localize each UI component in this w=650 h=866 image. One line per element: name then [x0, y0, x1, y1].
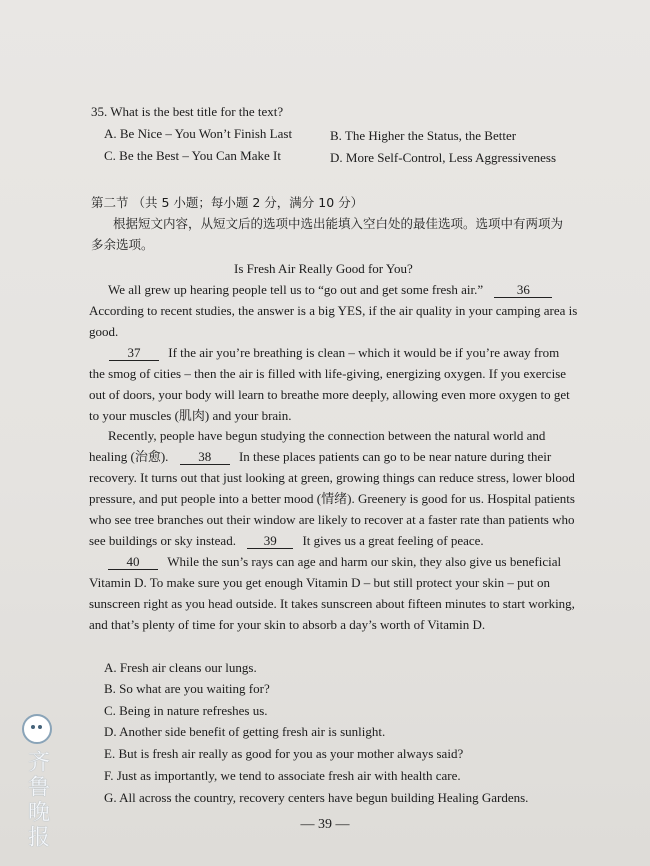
blank-40: 40	[108, 554, 158, 570]
watermark-text: 齐鲁晚报	[24, 750, 50, 850]
passage-text: While the sun’s rays can age and harm our skin, they also give us beneficial	[167, 554, 562, 569]
passage-title: Is Fresh Air Really Good for You?	[234, 261, 413, 276]
passage-p4-line2: Vitamin D. To make sure you get enough Vitamin D – but still protect your skin – put on	[89, 575, 551, 590]
option-35-b: B. The Higher the Status, the Better	[330, 128, 517, 143]
passage-p2-line2: the smog of cities – then the air is filled with life-giving, energizing oxygen. If you exercise	[89, 366, 567, 381]
passage-p3-line5: who see tree branches out their window are likely to recover at a faster rate than patients who	[89, 512, 575, 527]
section-heading: 第二节 （共 5 小题；每小题 2 分，满分 10 分）	[91, 195, 364, 210]
option-b: B. So what are you waiting for?	[104, 681, 270, 696]
passage-text: In these places patients can go to be near nature during their	[238, 449, 552, 464]
passage-p3-line4: pressure, and put people into a better mood (情绪). Greenery is good for us. Hospital patients	[89, 491, 575, 506]
blank-38: 38	[180, 449, 230, 465]
option-e: E. But is fresh air really as good for you as your mother always said?	[104, 746, 464, 761]
option-35-a: A. Be Nice – You Won’t Finish Last	[104, 126, 293, 141]
passage-p1-line3: good.	[89, 324, 119, 339]
watermark	[20, 714, 54, 850]
option-f: F. Just as importantly, we tend to associate fresh air with health care.	[104, 768, 461, 783]
option-35-d: D. More Self-Control, Less Aggressiveness	[330, 150, 557, 165]
passage-text: It gives us a great feeling of peace.	[302, 533, 484, 548]
option-c: C. Being in nature refreshes us.	[104, 703, 268, 718]
blank-39: 39	[247, 533, 293, 549]
passage-p1-line2: According to recent studies, the answer is a big YES, if the air quality in your camping area is	[89, 303, 578, 318]
passage-p2-line3: out of doors, your body will learn to breathe more deeply, allowing even more oxygen to get	[89, 387, 570, 402]
question-35: 35. What is the best title for the text?	[91, 104, 284, 119]
section-instruction-2: 多余选项。	[91, 237, 154, 252]
option-a: A. Fresh air cleans our lungs.	[104, 660, 257, 675]
passage-p3-line2	[89, 449, 551, 465]
passage-text: If the air you’re breathing is clean – which it would be if you’re away from	[168, 345, 560, 360]
passage-p1-line1	[108, 282, 552, 298]
passage-p2-line4: to your muscles (肌肉) and your brain.	[89, 408, 292, 423]
qilu-logo-icon	[22, 714, 52, 744]
passage-p3-line3: recovery. It turns out that just looking at green, growing things can reduce stress, lower blood	[89, 470, 575, 485]
page-number: — 39 —	[300, 817, 350, 832]
section-instruction-1: 根据短文内容，从短文后的选项中选出能填入空白处的最佳选项。选项中有两项为	[113, 216, 564, 231]
passage-text: healing (治愈).	[89, 449, 169, 464]
passage-p4-line3: sunscreen right as you head outside. It takes sunscreen about fifteen minutes to start working,	[89, 596, 575, 611]
passage-p4-line1	[108, 554, 561, 570]
option-35-c: C. Be the Best – You Can Make It	[104, 148, 281, 163]
option-g: G. All across the country, recovery centers have begun building Healing Gardens.	[104, 790, 529, 805]
option-d: D. Another side benefit of getting fresh air is sunlight.	[104, 724, 386, 739]
blank-37: 37	[109, 345, 159, 361]
blank-36: 36	[494, 282, 552, 298]
passage-p3-line6	[89, 533, 484, 549]
passage-p2-line1	[109, 345, 559, 361]
passage-p3-line1: Recently, people have begun studying the connection between the natural world and	[108, 428, 546, 443]
passage-text: We all grew up hearing people tell us to “go out and get some fresh air.”	[108, 282, 484, 297]
passage-text: see buildings or sky instead.	[89, 533, 236, 548]
passage-p4-line4: and that’s plenty of time for your skin to absorb a day’s worth of Vitamin D.	[89, 617, 486, 632]
